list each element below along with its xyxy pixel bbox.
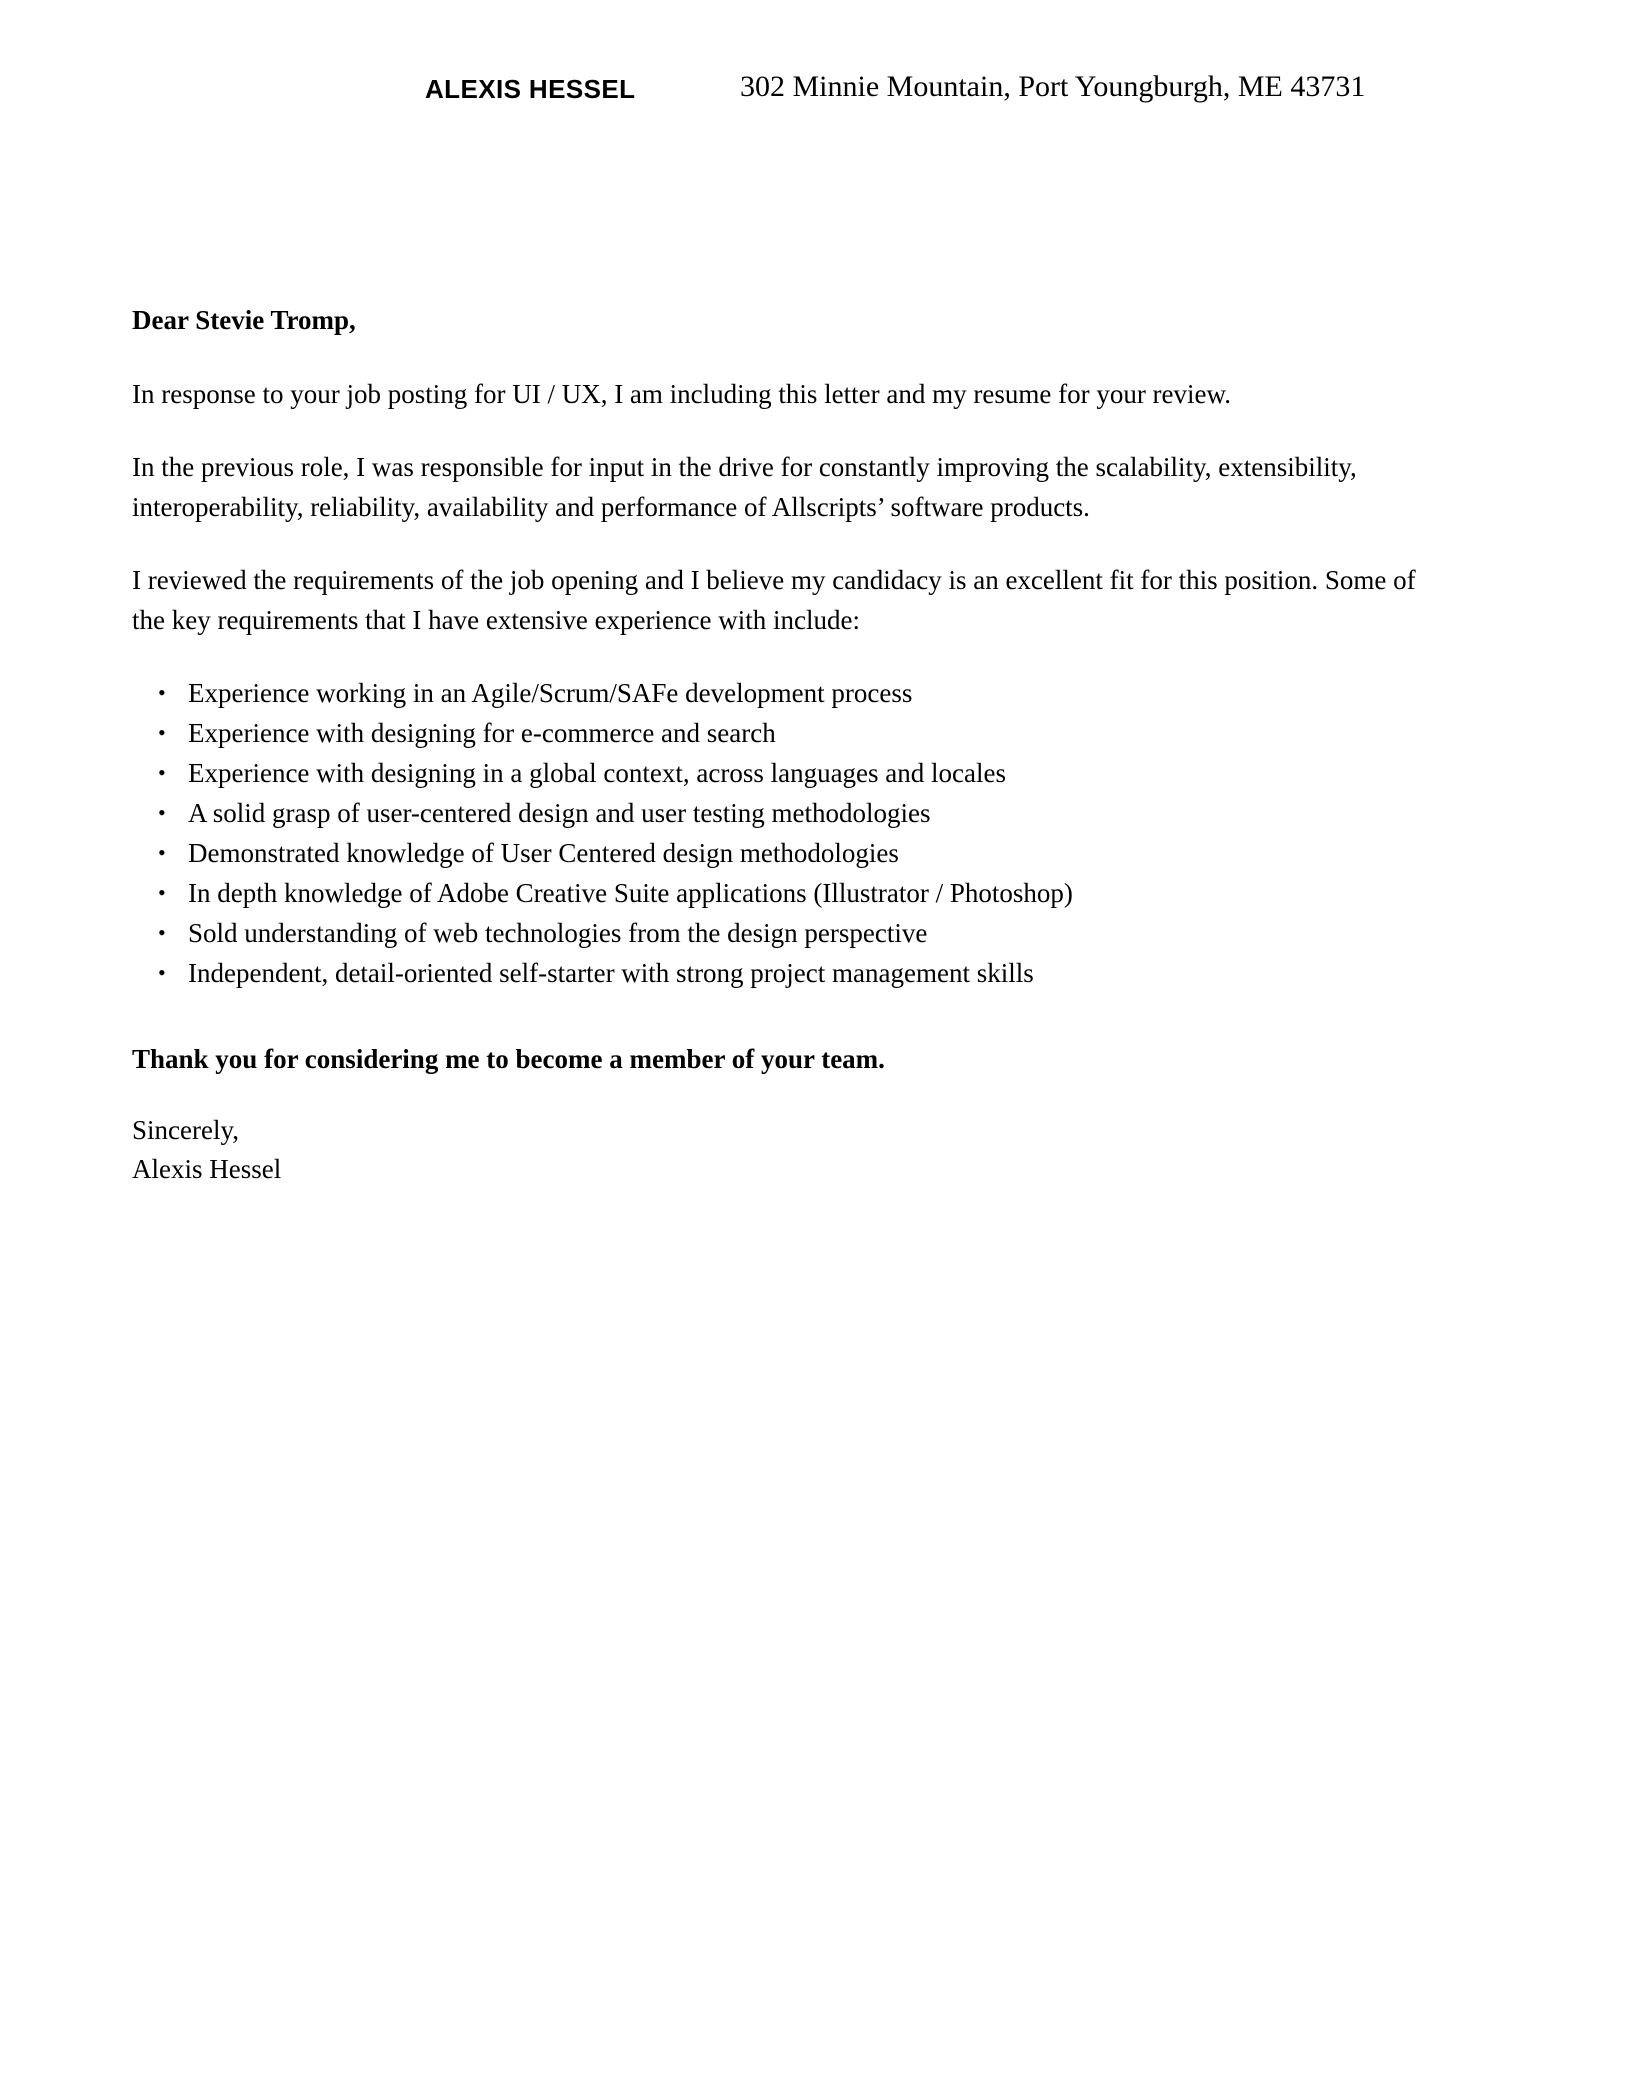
list-item (132, 833, 1477, 873)
signature-block (132, 1111, 1477, 1189)
letter-body (132, 300, 1477, 1189)
letterhead (0, 72, 1632, 120)
bullet-icon: • (158, 920, 166, 945)
requirements-list (132, 673, 1477, 993)
bullet-icon: • (158, 880, 166, 905)
valediction: Sincerely, (132, 1115, 239, 1145)
closing-thank-you: Thank you for considering me to become a member of your team. (132, 1044, 885, 1074)
list-item-label: Demonstrated knowledge of User Centered design methodologies (188, 838, 899, 868)
paragraph-requirements-intro: I reviewed the requirements of the job opening and I believe my candidacy is an excellent fit for this position. Some of the key requirements that I have extensive experience with include: (132, 565, 1416, 635)
list-item-label: Independent, detail-oriented self-starter with strong project management skills (188, 958, 1034, 988)
letterhead-sender-name: ALEXIS HESSEL (425, 74, 636, 104)
paragraph-intro: In response to your job posting for UI / UX, I am including this letter and my resume for your review. (132, 379, 1232, 409)
paragraph-previous-role: In the previous role, I was responsible for input in the drive for constantly improving the scalability, extensibility, interoperability, reliability, availability and performance of Allscripts’ software products. (132, 452, 1357, 522)
list-item-label: Experience working in an Agile/Scrum/SAFe development process (188, 678, 913, 708)
list-item-label: Experience with designing in a global context, across languages and locales (188, 758, 1006, 788)
list-item (132, 873, 1477, 913)
bullet-icon: • (158, 760, 166, 785)
list-item (132, 753, 1477, 793)
signature-name: Alexis Hessel (132, 1154, 282, 1184)
letterhead-sender-address: 302 Minnie Mountain, Port Youngburgh, ME 43731 (740, 70, 1366, 103)
list-item (132, 913, 1477, 953)
bullet-icon: • (158, 720, 166, 745)
list-item-label: Experience with designing for e-commerce and search (188, 718, 776, 748)
list-item-label: In depth knowledge of Adobe Creative Suite applications (Illustrator / Photoshop) (188, 878, 1073, 908)
list-item-label: A solid grasp of user-centered design and user testing methodologies (188, 798, 931, 828)
bullet-icon: • (158, 800, 166, 825)
list-item-label: Sold understanding of web technologies from the design perspective (188, 918, 928, 948)
list-item (132, 713, 1477, 753)
bullet-icon: • (158, 960, 166, 985)
bullet-icon: • (158, 840, 166, 865)
list-item (132, 953, 1477, 993)
list-item (132, 673, 1477, 713)
list-item (132, 793, 1477, 833)
bullet-icon: • (158, 680, 166, 705)
salutation: Dear Stevie Tromp, (132, 305, 356, 335)
